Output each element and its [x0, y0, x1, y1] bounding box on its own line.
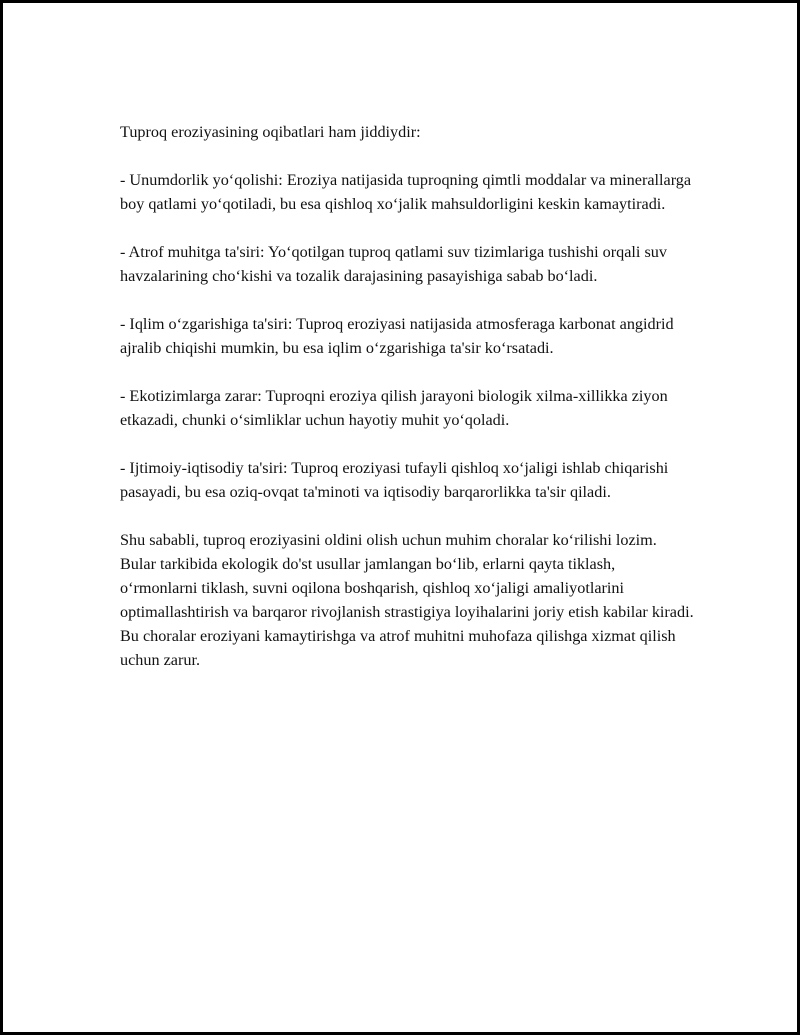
point-socioeconomic-impact: - Ijtimoiy-iqtisodiy ta'siri: Tuproq eroziyasi tufayli qishloq xo‘jaligi ishlab chiqarishi pasayadi, bu esa oziq-ovqat ta'minoti va iqtisodiy barqarorlikka ta'sir qiladi. [120, 459, 669, 501]
point-climate-impact: - Iqlim o‘zgarishiga ta'siri: Tuproq eroziyasi natijasida atmosferaga karbonat angidrid ajralib chiqishi mumkin, bu esa iqlim o‘zgarishiga ta'sir ko‘rsatadi. [120, 315, 674, 357]
document-body [120, 120, 695, 696]
point-fertility-loss: - Unumdorlik yo‘qolishi: Eroziya natijasida tuproqning qimtli moddalar va minerallarga boy qatlami yo‘qotiladi, bu esa qishloq xo‘jalik mahsuldorligini keskin kamaytiradi. [120, 171, 692, 213]
conclusion-paragraph: Shu sababli, tuproq eroziyasini oldini olish uchun muhim choralar ko‘rilishi lozim. Bular tarkibida ekologik do'st usullar jamlangan bo‘lib, erlarni qayta tiklash, o‘rmonlarni tiklash, suvni oqilona boshqarish, qishloq xo‘jaligi amaliyotlarini optimallashtirish va barqaror rivojlanish strastigiya loyihalarini joriy etish kabilar kiradi. Bu choralar eroziyani kamaytirishga va atrof muhitni muhofaza qilishga xizmat qilish uchun zarur. [120, 531, 694, 669]
point-ecosystem-damage: - Ekotizimlarga zarar: Tuproqni eroziya qilish jarayoni biologik xilma-xillikka ziyon etkazadi, chunki o‘simliklar uchun hayotiy muhit yo‘qoladi. [120, 387, 668, 429]
point-environment-impact: - Atrof muhitga ta'siri: Yo‘qotilgan tuproq qatlami suv tizimlariga tushishi orqali suv havzalarining cho‘kishi va tozalik darajasining pasayishiga sabab bo‘ladi. [120, 243, 667, 285]
intro-paragraph: Tuproq eroziyasining oqibatlari ham jiddiydir: [120, 123, 421, 141]
